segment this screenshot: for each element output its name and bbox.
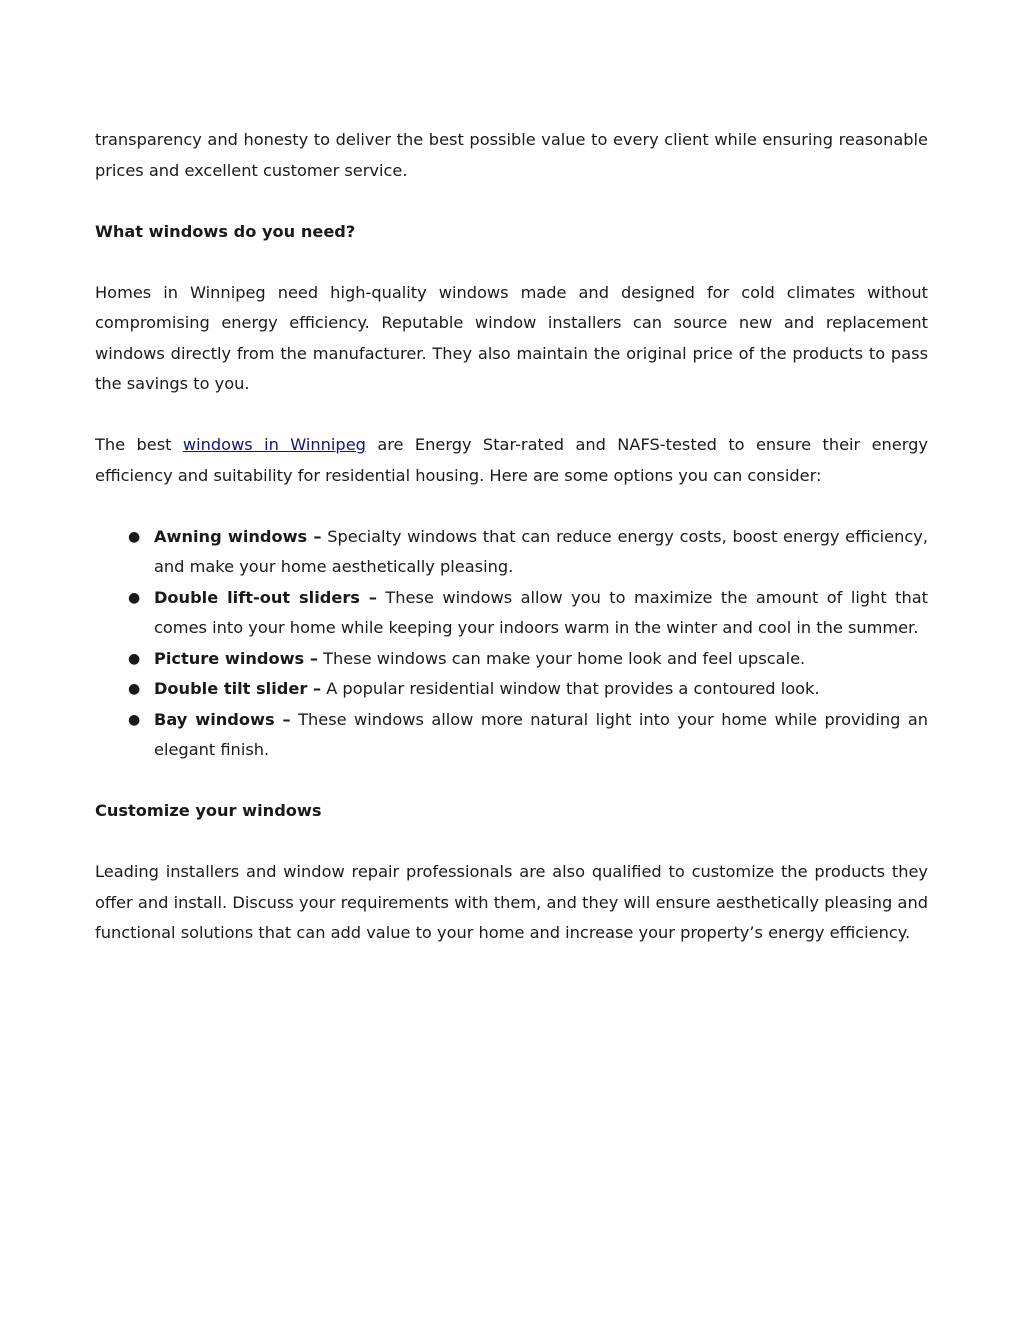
windows-in-winnipeg-link[interactable]: windows in Winnipeg <box>182 435 366 454</box>
option-description: Specialty windows that can reduce energy costs, boost energy efficiency, and make your home aesthetically pleasing. <box>154 526 929 576</box>
spacer <box>95 186 928 217</box>
paragraph-best-windows <box>95 430 928 491</box>
bullet-icon: ● <box>128 650 141 667</box>
bullet-icon: ● <box>128 681 141 697</box>
spacer <box>95 247 928 278</box>
option-description: A popular residential window that provides a contoured look. <box>321 679 820 698</box>
option-description: These windows allow you to maximize the amount of light that comes into your home while keeping your indoors warm in the winter and cool in the summer. <box>154 587 928 637</box>
window-options-list <box>95 522 928 766</box>
spacer <box>95 400 928 431</box>
list-item-bay <box>95 705 928 766</box>
section-heading-customize: Customize your windows <box>95 801 322 820</box>
option-term: Bay windows – <box>154 709 291 729</box>
list-item-picture <box>95 644 928 675</box>
bullet-icon: ● <box>128 589 141 606</box>
document-page <box>95 125 928 949</box>
bullet-icon: ● <box>128 711 141 728</box>
section-heading-windows-needed: What windows do you need? <box>95 221 356 241</box>
option-term: Double tilt slider – <box>154 679 322 698</box>
list-item-double-tilt <box>95 674 928 705</box>
paragraph-customize: Leading installers and window repair professionals are also qualified to customize the products they offer and install. Discuss your requirements with them, and they will ensure aesthetically pleasing and functional solutions that can add value to your home and increase your property’s energy efficiency. <box>95 862 928 942</box>
option-description: These windows can make your home look and feel upscale. <box>317 648 806 668</box>
paragraph-winnipeg-homes: Homes in Winnipeg need high-quality windows made and designed for cold climates without compromising energy efficiency. Reputable window installers can source new and replacement windows directly from the manufacturer. They also maintain the original price of the products to pass the savings to you. <box>95 282 928 393</box>
paragraph-text-after-link: are Energy Star-rated and NAFS-tested to ensure their energy efficiency and suitability for residential housing. Here are some options you can consider: <box>95 435 928 485</box>
option-term: Picture windows – <box>154 648 318 668</box>
spacer <box>95 827 928 858</box>
spacer <box>95 491 928 522</box>
list-item-awning <box>95 522 928 583</box>
option-description: These windows allow more natural light into your home while providing an elegant finish. <box>154 709 928 759</box>
paragraph-text-before-link: The best <box>95 435 183 454</box>
spacer <box>95 766 928 797</box>
bullet-icon: ● <box>128 528 141 545</box>
list-item-double-lift-out <box>95 583 928 644</box>
option-term: Double lift-out sliders – <box>154 587 377 607</box>
intro-paragraph: transparency and honesty to deliver the best possible value to every client while ensuring reasonable prices and excellent customer service. <box>95 130 928 180</box>
option-term: Awning windows – <box>154 526 322 546</box>
